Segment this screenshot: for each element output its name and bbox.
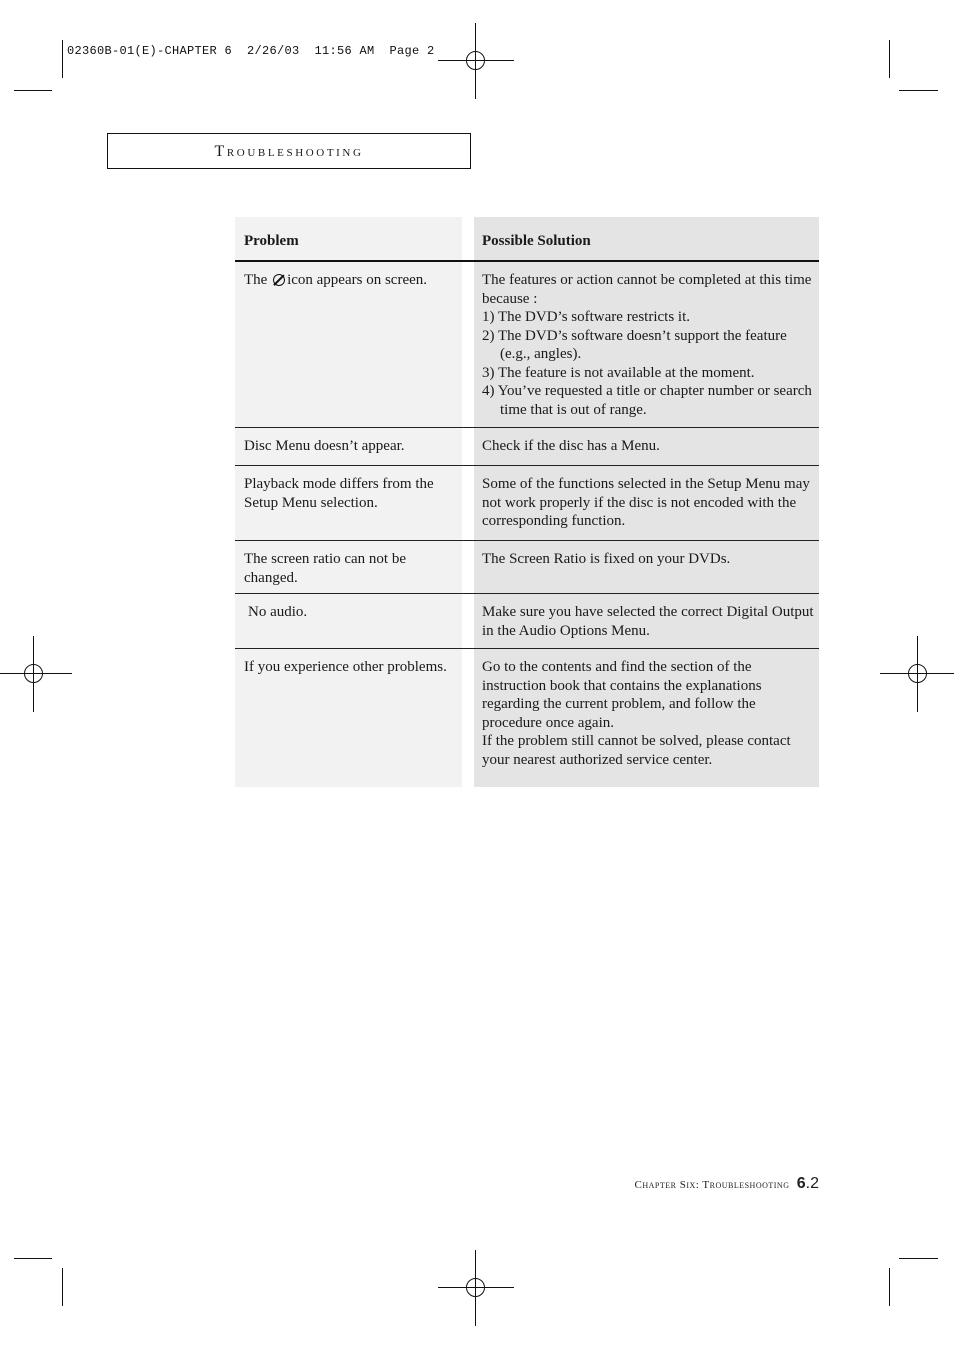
problem-cell: Playback mode differs from the Setup Menu selection. xyxy=(244,476,434,511)
registration-mark xyxy=(438,23,514,99)
table-row xyxy=(235,541,819,594)
section-header-box xyxy=(107,133,471,169)
list-item: 1) The DVD’s software restricts it. xyxy=(482,309,691,325)
page-footer xyxy=(635,1175,819,1193)
footer-label: Chapter Six: Troubleshooting xyxy=(634,1179,790,1191)
solution-cell: Check if the disc has a Menu. xyxy=(482,438,660,454)
crop-mark xyxy=(889,1268,890,1306)
table-row xyxy=(235,594,819,649)
problem-cell: If you experience other problems. xyxy=(244,659,447,675)
crop-mark xyxy=(899,90,938,91)
crop-mark xyxy=(899,1258,938,1259)
registration-mark xyxy=(0,636,72,712)
header-solution: Possible Solution xyxy=(474,217,819,260)
list-item: 3) The feature is not available at the moment. xyxy=(482,364,755,381)
header-problem: Problem xyxy=(235,217,462,260)
table-row xyxy=(235,649,819,787)
crop-mark xyxy=(889,40,890,78)
page-number: 6.2 xyxy=(796,1175,819,1192)
solution-cell: Make sure you have selected the correct Digital Output in the Audio Options Menu. xyxy=(482,604,814,639)
crop-mark xyxy=(62,40,63,78)
table-row xyxy=(235,262,819,428)
print-slug: 02360B-01(E)-CHAPTER 6 2/26/03 11:56 AM Page 2 xyxy=(67,44,435,58)
solution-cell: The Screen Ratio is fixed on your DVDs. xyxy=(482,551,731,567)
solution-cell: Some of the functions selected in the Setup Menu may not work properly if the disc is not encoded with the corresponding function. xyxy=(482,476,810,529)
troubleshooting-table xyxy=(235,217,819,787)
problem-cell: No audio. xyxy=(248,604,308,620)
registration-mark xyxy=(880,636,954,712)
solution-cell: Go to the contents and find the section of the instruction book that contains the explanations regarding the current problem, and follow the procedure once again. If the problem still cannot be solved, please contact your nearest authorized service center. xyxy=(482,659,791,768)
problem-cell: The screen ratio can not be changed. xyxy=(244,551,407,586)
registration-mark xyxy=(438,1250,514,1326)
table-row xyxy=(235,428,819,466)
crop-mark xyxy=(14,1258,52,1259)
problem-cell: Disc Menu doesn’t appear. xyxy=(244,438,405,454)
list-item: 4) You’ve requested a title or chapter number or search time that is out of range. xyxy=(482,383,812,418)
crop-mark xyxy=(62,1268,63,1306)
problem-cell: The icon appears on screen. xyxy=(244,272,428,288)
prohibited-icon xyxy=(273,274,285,286)
solution-cell: The features or action cannot be completed at this time because : 1) The DVD’s software restricts it. 2) The DVD’s software doesn’t support the feature (e.g., angles). 3) The feature is not available at the moment. 4) You’ve requested a title or chapter number or search time that is out of range. xyxy=(482,262,814,419)
list-item: 2) The DVD’s software doesn’t support the feature (e.g., angles). xyxy=(482,327,787,362)
table-header-row xyxy=(235,217,819,262)
section-title: Troubleshooting xyxy=(214,143,364,160)
table-row xyxy=(235,466,819,541)
crop-mark xyxy=(14,90,52,91)
